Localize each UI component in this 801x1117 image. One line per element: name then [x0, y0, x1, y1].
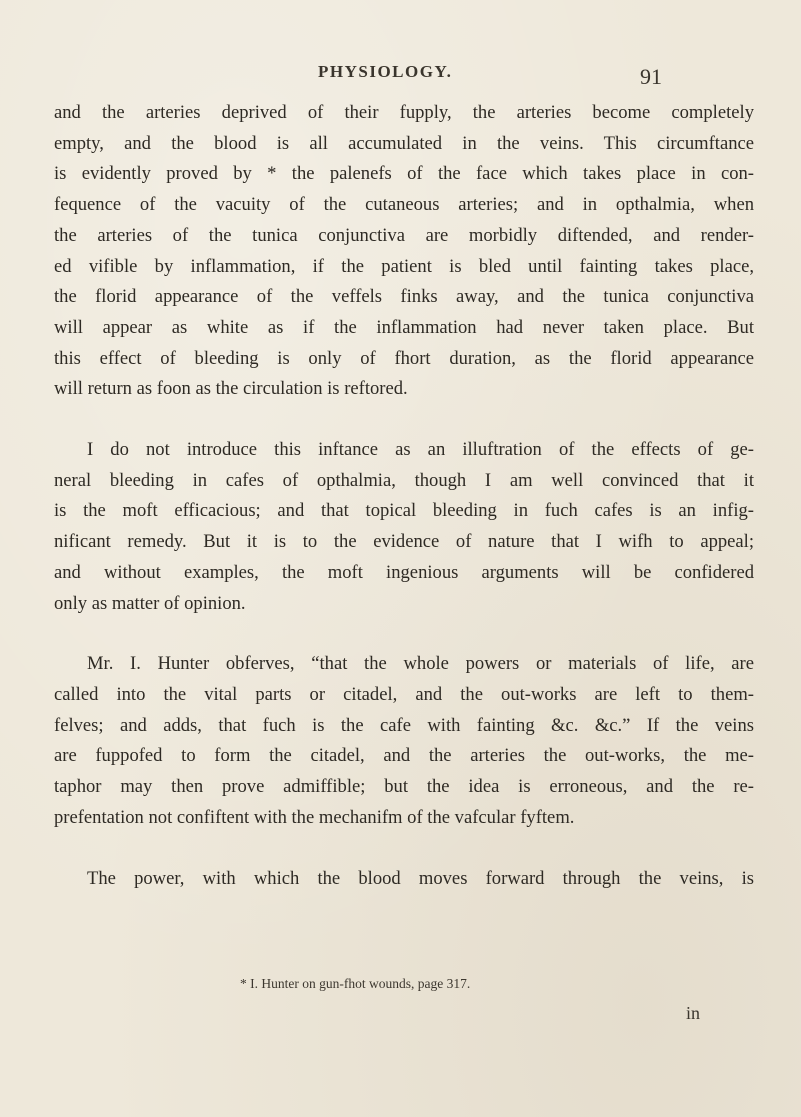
text-line: neral bleeding in cafes of opthalmia, though I am well convinced that it — [54, 469, 754, 491]
text-line: I do not introduce this inftance as an illuftration of the effects of ge- — [87, 439, 754, 461]
text-line: empty, and the blood is all accumulated in the veins. This circumftance — [54, 132, 754, 154]
body-text — [54, 98, 754, 895]
paragraph-2 — [54, 435, 754, 619]
text-line: The power, with which the blood moves forward through the veins, is — [87, 868, 754, 890]
text-line: is the moft efficacious; and that topical bleeding in fuch cafes is an infig- — [54, 500, 754, 522]
text-line: Mr. I. Hunter obferves, “that the whole powers or materials of life, are — [87, 653, 754, 675]
paragraph-4 — [54, 864, 754, 895]
paragraph-3 — [54, 649, 754, 833]
catchword: in — [686, 1003, 701, 1023]
text-line: is evidently proved by * the palenefs of the face which takes place in con- — [54, 163, 754, 185]
text-line: fequence of the vacuity of the cutaneous arteries; and in opthalmia, when — [54, 194, 754, 216]
text-line: this effect of bleeding is only of fhort duration, as the florid appearance — [54, 347, 754, 369]
text-line: and without examples, the moft ingenious arguments will be confidered — [54, 561, 754, 583]
page-header — [0, 48, 801, 88]
text-line: are fuppofed to form the citadel, and the arteries the out-works, the me- — [54, 745, 754, 767]
text-line: will appear as white as if the inflammation had never taken place. But — [54, 316, 754, 338]
text-line: only as matter of opinion. — [54, 592, 246, 614]
text-line: felves; and adds, that fuch is the cafe with fainting &c. &c.” If the veins — [54, 714, 754, 736]
text-line: ed vifible by inflammation, if the patient is bled until fainting takes place, — [54, 255, 754, 277]
page-number: 91 — [640, 64, 662, 89]
text-line: prefentation not confiftent with the mechanifm of the vafcular fyftem. — [54, 806, 575, 828]
text-line: the arteries of the tunica conjunctiva are morbidly diftended, and render- — [54, 224, 754, 246]
text-line: called into the vital parts or citadel, and the out-works are left to them- — [54, 683, 754, 705]
paragraph-gap — [54, 405, 754, 435]
running-head: PHYSIOLOGY. — [318, 62, 453, 81]
paragraph-1 — [54, 98, 754, 405]
footnote: * I. Hunter on gun-fhot wounds, page 317. — [240, 976, 471, 991]
text-line: the florid appearance of the veffels finks away, and the tunica conjunctiva — [54, 286, 754, 308]
paragraph-gap — [54, 833, 754, 864]
text-line: nificant remedy. But it is to the evidence of nature that I wifh to appeal; — [54, 531, 754, 553]
paragraph-gap — [54, 619, 754, 649]
text-line: and the arteries deprived of their fupply, the arteries become completely — [54, 102, 754, 123]
text-line: will return as foon as the circulation is reftored. — [54, 378, 408, 400]
text-line: taphor may then prove admiffible; but the idea is erroneous, and the re- — [54, 776, 754, 798]
